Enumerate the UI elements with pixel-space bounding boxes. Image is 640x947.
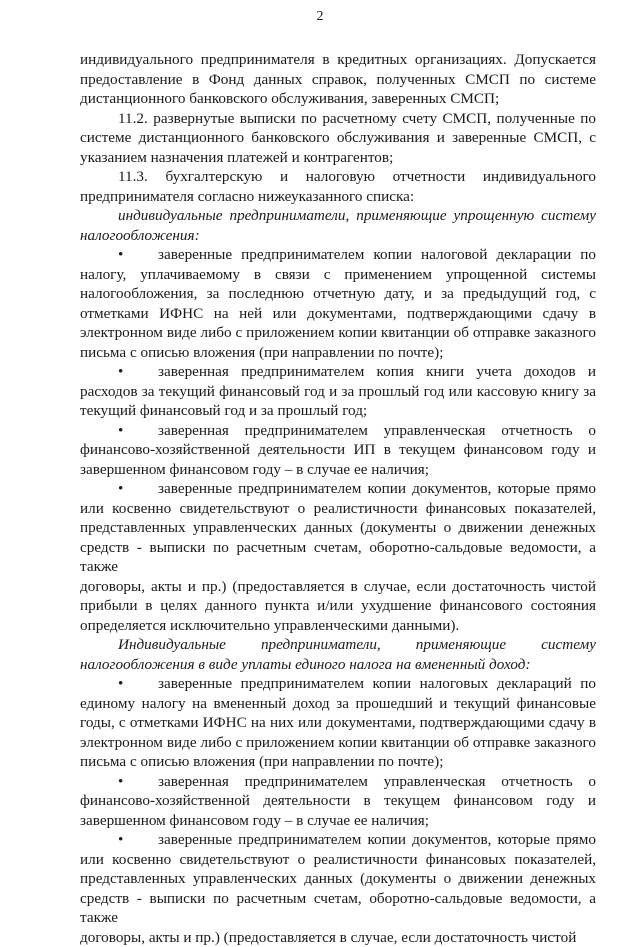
text-line: электронном виде либо с приложением копии квитанции об отправке заказного (80, 323, 596, 343)
text-line: прибыли в целях данного пункта и/или ухудшение финансового состояния (80, 596, 596, 616)
text-line: налогу, уплачиваемому в связи с применением упрощенной системы (80, 265, 596, 285)
text-line: 11.3. бухгалтерскую и налоговую отчетности индивидуального (80, 167, 596, 187)
text-line: предпринимателя согласно нижеуказанного списка: (80, 187, 596, 207)
bullet-icon: • (118, 772, 158, 792)
text-line (80, 421, 596, 441)
text-line: текущий финансовый год и за прошлый год; (80, 401, 596, 421)
text-line: годы, с отметками ИФНС на них или документами, подтверждающими сдачу в (80, 713, 596, 733)
text-line: отметками ИФНС на ней или документами, подтверждающими сдачу в (80, 304, 596, 324)
text-line: или косвенно свидетельствуют о реалистичности финансовых показателей, (80, 499, 596, 519)
bullet-text: заверенная предпринимателем управленческая отчетность о (158, 773, 596, 790)
text-line: договоры, акты и пр.) (предоставляется в случае, если достаточность чистой (80, 928, 596, 947)
text-line (80, 674, 596, 694)
text-line: письма с описью вложения (при направлении по почте); (80, 343, 596, 363)
bullet-text: заверенные предпринимателем копии налоговых деклараций по (158, 675, 596, 692)
text-line (80, 772, 596, 792)
text-line (80, 479, 596, 499)
bullet-icon: • (118, 421, 158, 441)
bullet-text: заверенная предпринимателем управленческая отчетность о (158, 422, 596, 439)
text-line (80, 245, 596, 265)
bullet-icon: • (118, 362, 158, 382)
text-line: Индивидуальные предприниматели, применяющие систему (80, 635, 596, 655)
text-line: системе дистанционного банковского обслуживания и заверенные СМСП, с (80, 128, 596, 148)
text-line (80, 362, 596, 382)
bullet-text: заверенные предпринимателем копии документов, которые прямо (158, 480, 596, 497)
bullet-icon: • (118, 830, 158, 850)
text-line: налогообложения, за последнюю отчетную дату, и за предыдущий год, с (80, 284, 596, 304)
text-line: предоставление в Фонд данных справок, полученных СМСП по системе (80, 70, 596, 90)
text-line: электронном виде либо с приложением копии квитанции об отправке заказного (80, 733, 596, 753)
document-body (80, 50, 596, 947)
text-line: индивидуального предпринимателя в кредитных организациях. Допускается (80, 50, 596, 70)
bullet-icon: • (118, 245, 158, 265)
page-number: 2 (0, 8, 640, 26)
text-line: средств - выписки по расчетным счетам, оборотно-сальдовые ведомости, а также (80, 889, 596, 928)
text-line: определяется исключительно управленческими данными). (80, 616, 596, 636)
text-line: представленных управленческих данных (документы о движении денежных (80, 869, 596, 889)
bullet-icon: • (118, 674, 158, 694)
bullet-text: заверенная предпринимателем копия книги учета доходов и (158, 363, 596, 380)
text-line: налогообложения в виде уплаты единого налога на вмененный доход: (80, 655, 596, 675)
text-line: завершенном финансовом году – в случае ее наличия; (80, 460, 596, 480)
text-line: финансово-хозяйственной деятельности в текущем финансовом году и (80, 791, 596, 811)
text-line: индивидуальные предприниматели, применяющие упрощенную систему (80, 206, 596, 226)
text-line: указанием назначения платежей и контрагентов; (80, 148, 596, 168)
text-line: расходов за текущий финансовый год и за прошлый год или кассовую книгу за (80, 382, 596, 402)
text-line: представленных управленческих данных (документы о движении денежных (80, 518, 596, 538)
text-line: дистанционного банковского обслуживания, заверенных СМСП; (80, 89, 596, 109)
text-line: завершенном финансовом году – в случае ее наличия; (80, 811, 596, 831)
text-line: договоры, акты и пр.) (предоставляется в случае, если достаточность чистой (80, 577, 596, 597)
text-line (80, 830, 596, 850)
text-line: финансово-хозяйственной деятельности ИП в текущем финансовом году и (80, 440, 596, 460)
bullet-text: заверенные предпринимателем копии налоговой декларации по (158, 246, 596, 263)
text-line: 11.2. развернутые выписки по расчетному счету СМСП, полученные по (80, 109, 596, 129)
text-line: средств - выписки по расчетным счетам, оборотно-сальдовые ведомости, а также (80, 538, 596, 577)
text-line: или косвенно свидетельствуют о реалистичности финансовых показателей, (80, 850, 596, 870)
text-line: единому налогу на вмененный доход за прошедший и текущий финансовые (80, 694, 596, 714)
text-line: письма с описью вложения (при направлении по почте); (80, 752, 596, 772)
bullet-icon: • (118, 479, 158, 499)
text-line: налогообложения: (80, 226, 596, 246)
bullet-text: заверенные предпринимателем копии документов, которые прямо (158, 831, 596, 848)
